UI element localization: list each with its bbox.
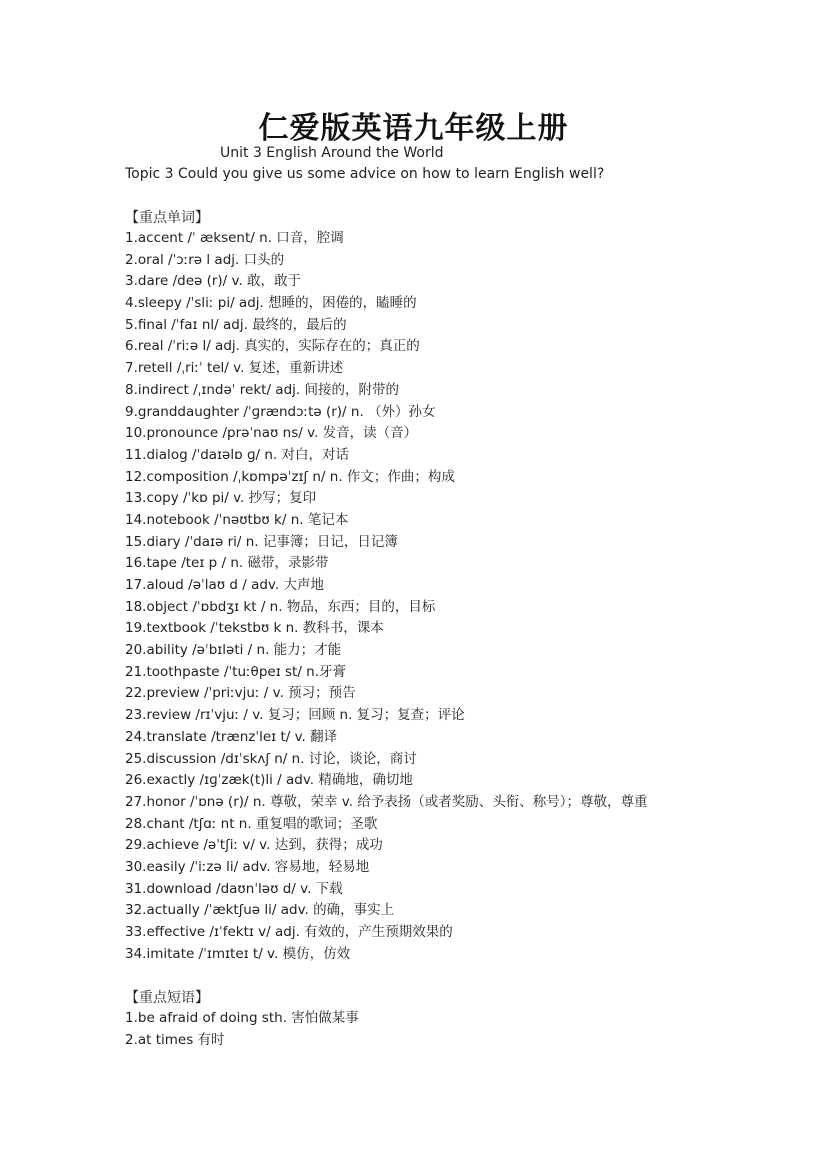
list-item: 11.dialog /ˈdaɪəlɒ ɡ/ n. 对白，对话 — [125, 446, 350, 463]
list-item: 4.sleepy /ˈsliː pi/ adj. 想睡的，困倦的，瞌睡的 — [125, 295, 417, 312]
list-item: 29.achieve /əˈtʃiː v/ v. 达到，获得；成功 — [125, 837, 383, 854]
list-item: 13.copy /ˈkɒ pi/ v. 抄写；复印 — [125, 490, 317, 507]
list-item: 24.translate /trænzˈleɪ t/ v. 翻译 — [125, 728, 338, 745]
list-item: 1.accent /ˈ æksent/ n. 口音，腔调 — [125, 230, 344, 246]
list-item: 16.tape /teɪ p / n. 磁带，录影带 — [125, 555, 329, 572]
list-item: 10.pronounce /prəˈnaʊ ns/ v. 发音，读（音） — [125, 425, 418, 442]
unit-subtitle: Unit 3 English Around the World — [220, 145, 444, 161]
list-item: 7.retell /ˌriːˈ tel/ v. 复述，重新讲述 — [125, 360, 344, 377]
list-item: 9.granddaughter /ˈɡrændɔːtə (r)/ n. （外）孙女 — [125, 403, 436, 420]
list-item: 19.textbook /ˈtekstbʊ k n. 教科书，课本 — [125, 620, 384, 637]
vocab-list — [125, 228, 648, 965]
list-item: 18.object /ˈɒbdʒɪ kt / n. 物品，东西；目的，目标 — [125, 598, 436, 615]
list-item: 32.actually /ˈæktʃuə li/ adv. 的确，事实上 — [125, 902, 395, 919]
list-item: 2.oral /ˈɔːrə l adj. 口头的 — [125, 251, 285, 268]
list-item: 21.toothpaste /ˈtuːθpeɪ st/ n.牙膏 — [125, 663, 347, 680]
list-item: 12.composition /ˌkɒmpəˈzɪʃ n/ n. 作文；作曲；构成 — [125, 468, 455, 485]
list-item: 5.final /ˈfaɪ nl/ adj. 最终的，最后的 — [125, 316, 347, 333]
list-item: 27.honor /ˈɒnə (r)/ n. 尊敬，荣幸 v. 给予表扬（或者奖励、头衔、称号）；尊敬，尊重 — [125, 793, 648, 810]
list-item: 31.download /daʊnˈləʊ d/ v. 下载 — [125, 880, 343, 897]
list-item: 20.ability /əˈbɪləti / n. 能力；才能 — [125, 642, 342, 659]
list-item: 34.imitate /ˈɪmɪteɪ t/ v. 模仿，仿效 — [125, 945, 351, 962]
list-item: 3.dare /deə (r)/ v. 敢，敢于 — [125, 273, 302, 290]
phrase-heading: 【重点短语】 — [125, 990, 209, 1006]
phrase-list — [125, 1008, 359, 1051]
list-item: 17.aloud /əˈlaʊ d / adv. 大声地 — [125, 577, 324, 593]
list-item: 33.effective /ɪˈfektɪ v/ adj. 有效的，产生预期效果的 — [125, 924, 453, 940]
list-item: 26.exactly /ɪɡˈzæk(t)li / adv. 精确地，确切地 — [125, 772, 413, 789]
list-item: 25.discussion /dɪˈskʌʃ n/ n. 讨论，谈论，商讨 — [125, 750, 417, 767]
list-item: 28.chant /tʃɑː nt n. 重复唱的歌词；圣歌 — [125, 815, 378, 832]
list-item: 2.at times 有时 — [125, 1031, 225, 1048]
topic-subtitle: Topic 3 Could you give us some advice on how to learn English well? — [125, 166, 605, 182]
list-item: 6.real /ˈriːə l/ adj. 真实的，实际存在的；真正的 — [125, 338, 420, 355]
list-item: 23.review /rɪˈvjuː / v. 复习；回顾 n. 复习；复查；评论 — [125, 707, 465, 724]
list-item: 14.notebook /ˈnəʊtbʊ k/ n. 笔记本 — [125, 511, 349, 528]
list-item: 15.diary /ˈdaɪə ri/ n. 记事簿；日记，日记簿 — [125, 533, 398, 550]
page-title: 仁爱版英语九年级上册 — [258, 111, 569, 146]
vocab-heading: 【重点单词】 — [125, 210, 209, 226]
list-item: 1.be afraid of doing sth. 害怕做某事 — [125, 1010, 359, 1026]
list-item: 22.preview /ˈpriːvjuː / v. 预习；预告 — [125, 685, 356, 702]
list-item: 8.indirect /ˌɪndəˈ rekt/ adj. 间接的，附带的 — [125, 381, 399, 398]
list-item: 30.easily /ˈiːzə li/ adv. 容易地，轻易地 — [125, 858, 370, 875]
